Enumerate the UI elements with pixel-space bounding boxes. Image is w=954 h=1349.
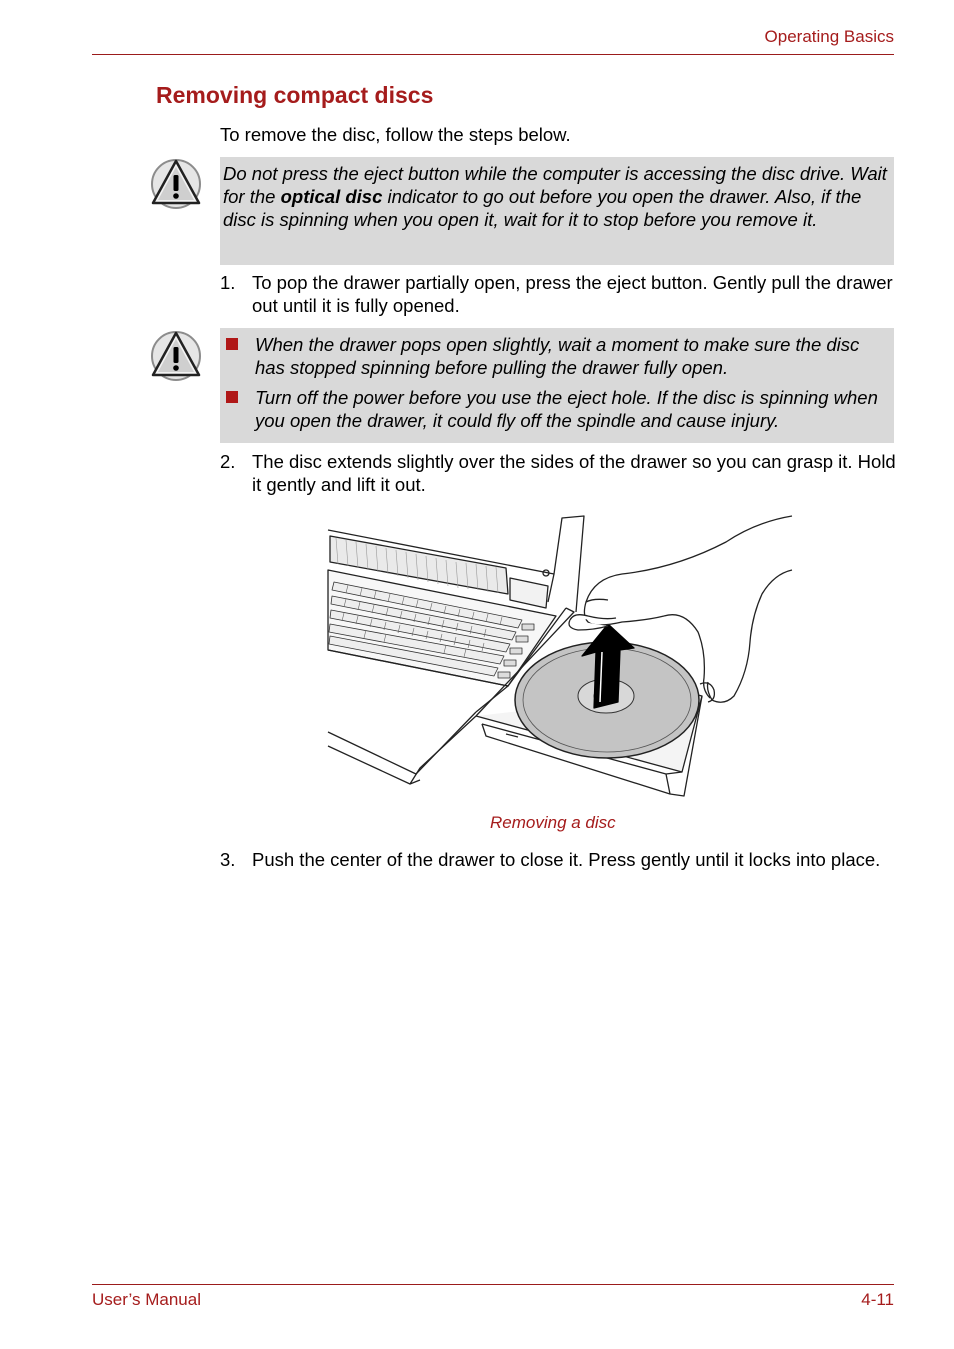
header-rule [92,54,894,55]
step-3-text: Push the center of the drawer to close it. Press gently until it locks into place. [252,849,881,870]
square-bullet-icon [226,391,238,403]
intro-text: To remove the disc, follow the steps below. [220,124,571,145]
square-bullet-icon [226,338,238,350]
running-header: Operating Basics [764,27,894,46]
step-2 [220,450,900,496]
caution-note-2 [220,328,894,443]
figure-caption: Removing a disc [490,813,616,832]
section-heading: Removing compact discs [156,82,434,108]
page-number: 4-11 [861,1290,894,1309]
step-1-number: 1. [220,272,236,293]
caution-2-bullet-1-text: When the drawer pops open slightly, wait a moment to make sure the disc has stopped spinning before pulling the drawer fully open. [255,334,860,378]
warning-icon [150,156,202,210]
removing-disc-illustration [326,512,798,804]
warning-icon [150,328,202,382]
step-3-number: 3. [220,849,236,870]
caution-1-text-a: Do not press the eject button while the computer is accessing the disc drive. Wait for the [223,163,887,207]
footer-manual-title: User’s Manual [92,1290,201,1309]
footer-rule [92,1284,894,1285]
caution-note-1 [220,157,894,265]
caution-1-text-b: indicator to go out before you open the drawer. Also, if the disc is spinning when you open it, wait for it to stop before you remove it. [223,186,862,230]
caution-2-bullet-2 [223,386,890,432]
caution-1-bold: optical disc [280,186,383,207]
step-1 [220,271,900,317]
step-2-text: The disc extends slightly over the sides of the drawer so you can grasp it. Hold it gently and lift it out. [252,451,896,495]
step-1-text: To pop the drawer partially open, press the eject button. Gently pull the drawer out until it is fully opened. [252,272,893,316]
caution-2-bullet-2-text: Turn off the power before you use the eject hole. If the disc is spinning when you open the drawer, it could fly off the spindle and cause injury. [255,387,878,431]
step-3 [220,848,900,871]
caution-2-bullet-1 [223,333,890,379]
step-2-number: 2. [220,451,236,472]
